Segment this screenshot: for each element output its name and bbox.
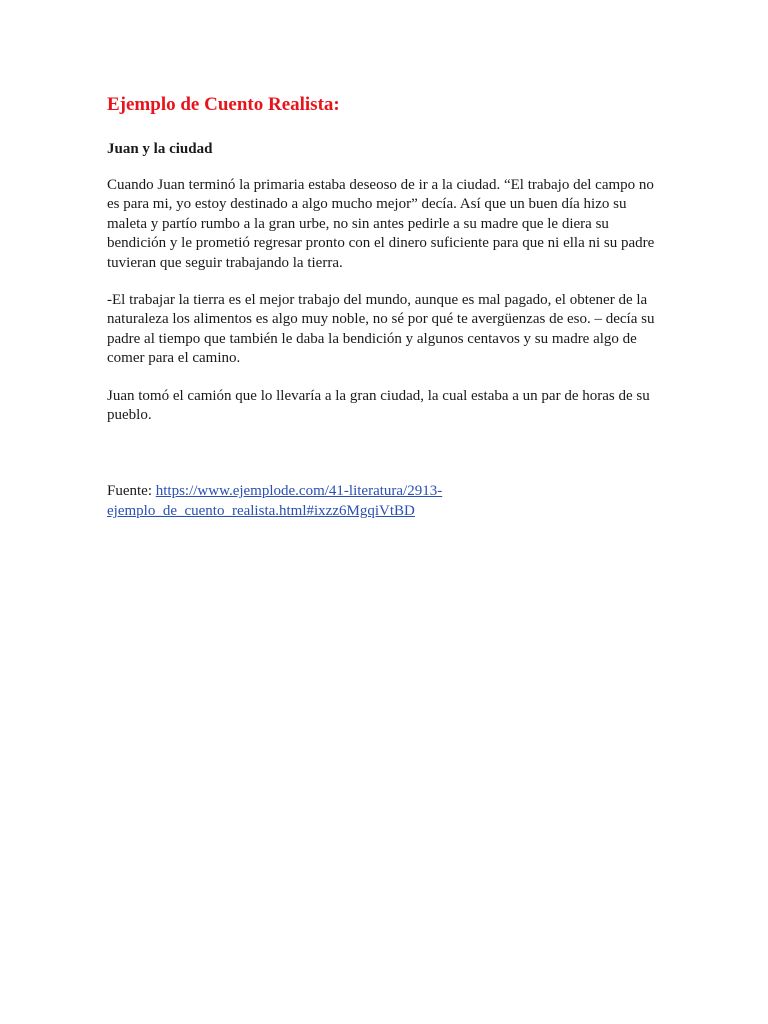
source-line: [107, 481, 662, 521]
source-link[interactable]: https://www.ejemplode.com/41-literatura/2913-ejemplo_de_cuento_realista.html#ixzz6MgqiVtBD: [107, 483, 443, 520]
paragraph-1: Cuando Juan terminó la primaria estaba deseoso de ir a la ciudad. “El trabajo del campo no es para mi, yo estoy destinado a algo mucho mejor” decía. Así que un buen día hizo su maleta y partío rumbo a la gran urbe, no sin antes pedirle a su madre que le diera su bendición y le prometió regresar pronto con el dinero suficiente para que ni ella ni su padre tuvieran que seguir trabajando la tierra.: [107, 177, 655, 271]
document-page: [107, 92, 662, 521]
paragraph-2: -El trabajar la tierra es el mejor trabajo del mundo, aunque es mal pagado, el obtener de la naturaleza los alimentos es algo muy noble, no sé por qué te avergüenzas de eso. – decía su padre al tiempo que también le daba la bendición y algunos centavos y su madre algo de comer para el camino.: [107, 292, 655, 367]
document-title: Ejemplo de Cuento Realista:: [107, 94, 340, 115]
source-label: Fuente:: [107, 483, 156, 500]
story-title: Juan y la ciudad: [107, 141, 213, 157]
paragraph-3: Juan tomó el camión que lo llevaría a la gran ciudad, la cual estaba a un par de horas de su pueblo.: [107, 387, 650, 424]
